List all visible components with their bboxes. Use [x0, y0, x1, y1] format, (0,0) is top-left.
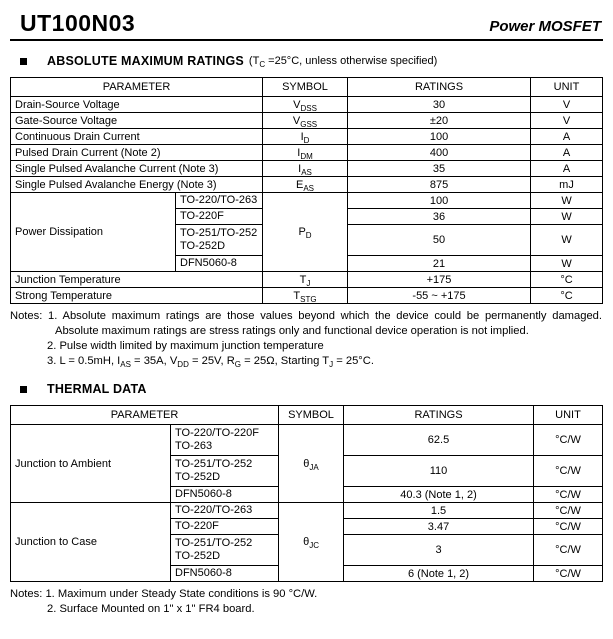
unit-cell: °C — [531, 272, 603, 288]
symbol-sub: JA — [309, 462, 319, 472]
unit-cell: A — [531, 161, 603, 177]
col-header-ratings: RATINGS — [344, 406, 534, 425]
parameter-cell: Strong Temperature — [11, 288, 263, 304]
rating-cell: 50 — [348, 225, 531, 256]
amr-notes — [10, 309, 602, 369]
section-header-thermal-data — [10, 382, 603, 396]
symbol-base: θ — [303, 457, 310, 470]
unit-cell: °C/W — [534, 566, 603, 582]
rating-cell: +175 — [348, 272, 531, 288]
unit-cell: °C — [531, 288, 603, 304]
symbol-sub: AS — [301, 167, 312, 177]
symbol-sub: DM — [300, 151, 313, 161]
unit-cell: A — [531, 129, 603, 145]
table-row — [11, 272, 603, 288]
note-line: Notes: 1. Absolute maximum ratings are those values beyond which the device could be permanently damaged. — [10, 310, 602, 322]
unit-cell: V — [531, 113, 603, 129]
symbol-cell — [263, 145, 348, 161]
device-type-label: Power MOSFET — [489, 18, 601, 35]
unit-cell: °C/W — [534, 487, 603, 503]
unit-cell: W — [531, 225, 603, 256]
symbol-cell — [263, 177, 348, 193]
parameter-cell: Single Pulsed Avalanche Current (Note 3) — [11, 161, 263, 177]
parameter-cell: Continuous Drain Current — [11, 129, 263, 145]
symbol-sub: JC — [309, 541, 319, 551]
unit-cell: W — [531, 193, 603, 209]
note-line: Absolute maximum ratings are stress ratings only and functional device operation is not implied. — [55, 325, 529, 337]
table-row — [11, 145, 603, 161]
symbol-sub: AS — [303, 183, 315, 193]
col-header-symbol: SYMBOL — [279, 406, 344, 425]
parameter-cell: Single Pulsed Avalanche Energy (Note 3) — [11, 177, 263, 193]
rating-cell: 100 — [348, 193, 531, 209]
table-row — [11, 113, 603, 129]
rating-cell: 400 — [348, 145, 531, 161]
unit-cell: W — [531, 209, 603, 225]
unit-cell: mJ — [531, 177, 603, 193]
rating-cell: 6 (Note 1, 2) — [344, 566, 534, 582]
rating-cell: ±20 — [348, 113, 531, 129]
table-header-row — [11, 406, 603, 425]
note-line: 2. Pulse width limited by maximum junction temperature — [47, 340, 324, 352]
rating-cell: 3 — [344, 535, 534, 566]
header-rule — [10, 39, 603, 41]
package-cell: TO-220F — [176, 209, 263, 225]
table-row — [11, 177, 603, 193]
table-row — [11, 161, 603, 177]
parameter-cell: Junction to Case — [11, 503, 171, 582]
note-line: 2. Surface Mounted on 1" x 1" FR4 board. — [47, 603, 255, 615]
package-cell: DFN5060-8 — [171, 566, 279, 582]
package-cell: TO-251/TO-252 TO-252D — [176, 225, 263, 256]
unit-cell: A — [531, 145, 603, 161]
rating-cell: 875 — [348, 177, 531, 193]
unit-cell: °C/W — [534, 503, 603, 519]
rating-cell: -55 ~ +175 — [348, 288, 531, 304]
section-bullet-icon — [20, 386, 27, 393]
parameter-cell: Gate-Source Voltage — [11, 113, 263, 129]
section-bullet-icon — [20, 58, 27, 65]
symbol-base: I — [300, 130, 304, 143]
table-row — [11, 97, 603, 113]
section-title: THERMAL DATA — [47, 382, 147, 396]
parameter-cell: Junction to Ambient — [11, 425, 171, 503]
col-header-parameter: PARAMETER — [11, 78, 263, 97]
symbol-cell — [279, 425, 344, 503]
symbol-base: θ — [303, 536, 310, 548]
symbol-base: V — [292, 114, 301, 127]
symbol-cell — [263, 161, 348, 177]
table-row — [11, 193, 603, 209]
package-cell: TO-251/TO-252 TO-252D — [171, 535, 279, 566]
thermal-data-table — [10, 405, 603, 582]
col-header-unit: UNIT — [534, 406, 603, 425]
package-cell: TO-251/TO-252 TO-252D — [171, 456, 279, 487]
note-line: 3. L = 0.5mH, $I_{AS} = 35A$, $V_{DD} = 25V$, $R_G = 25\Omega$, Starting $T_J = 25^\circ C$. — [47, 355, 374, 370]
absolute-maximum-ratings-table — [10, 77, 603, 304]
parameter-cell: Pulsed Drain Current (Note 2) — [11, 145, 263, 161]
unit-cell: V — [531, 97, 603, 113]
rating-cell: 30 — [348, 97, 531, 113]
symbol-cell — [263, 97, 348, 113]
table-row — [11, 129, 603, 145]
symbol-cell — [279, 503, 344, 582]
unit-cell: °C/W — [534, 425, 603, 456]
unit-cell: °C/W — [534, 535, 603, 566]
rating-cell: 100 — [348, 129, 531, 145]
parameter-cell: Power Dissipation — [11, 193, 176, 272]
rating-cell: 62.5 — [344, 425, 534, 456]
symbol-sub: D — [303, 135, 310, 145]
rating-cell: 21 — [348, 256, 531, 272]
rating-cell: 35 — [348, 161, 531, 177]
section-header-absolute-maximum-ratings — [10, 54, 603, 68]
table-header-row — [11, 78, 603, 97]
package-cell: DFN5060-8 — [176, 256, 263, 272]
symbol-cell — [263, 193, 348, 272]
symbol-base: I — [297, 146, 301, 159]
col-header-symbol: SYMBOL — [263, 78, 348, 97]
col-header-ratings: RATINGS — [348, 78, 531, 97]
symbol-sub: J — [306, 278, 311, 288]
symbol-cell — [263, 129, 348, 145]
symbol-base: E — [296, 178, 304, 191]
symbol-base: P — [298, 226, 306, 238]
parameter-cell: Drain-Source Voltage — [11, 97, 263, 113]
note-line: Notes: 1. Maximum under Steady State conditions is 90 °C/W. — [10, 588, 318, 600]
symbol-sub: GSS — [300, 119, 318, 129]
symbol-cell — [263, 113, 348, 129]
symbol-base: T — [293, 289, 301, 302]
rating-cell: 3.47 — [344, 519, 534, 535]
symbol-sub: DSS — [300, 103, 317, 113]
col-header-unit: UNIT — [531, 78, 603, 97]
symbol-base: I — [298, 162, 302, 175]
symbol-base: V — [293, 98, 301, 111]
section-title: ABSOLUTE MAXIMUM RATINGS — [47, 54, 244, 68]
symbol-cell — [263, 272, 348, 288]
symbol-cell — [263, 288, 348, 304]
symbol-base: T — [299, 273, 307, 286]
parameter-cell: Junction Temperature — [11, 272, 263, 288]
unit-cell: °C/W — [534, 519, 603, 535]
symbol-sub: STG — [300, 294, 317, 304]
unit-cell: W — [531, 256, 603, 272]
symbol-sub: D — [305, 231, 312, 241]
package-cell: TO-220/TO-263 — [171, 503, 279, 519]
unit-cell: °C/W — [534, 456, 603, 487]
table-row — [11, 288, 603, 304]
part-number-title: UT100N03 — [20, 10, 136, 36]
package-cell: TO-220/TO-263 — [176, 193, 263, 209]
section-condition: ($T_C =25^\circ C$, unless otherwise specified) — [248, 55, 438, 70]
page-header — [10, 10, 603, 36]
table-row — [11, 425, 603, 456]
package-cell: TO-220F — [171, 519, 279, 535]
rating-cell: 36 — [348, 209, 531, 225]
rating-cell: 40.3 (Note 1, 2) — [344, 487, 534, 503]
thermal-notes — [10, 587, 602, 617]
col-header-parameter: PARAMETER — [11, 406, 279, 425]
rating-cell: 110 — [344, 456, 534, 487]
table-row — [11, 503, 603, 519]
package-cell: DFN5060-8 — [171, 487, 279, 503]
rating-cell: 1.5 — [344, 503, 534, 519]
package-cell: TO-220/TO-220F TO-263 — [171, 425, 279, 456]
